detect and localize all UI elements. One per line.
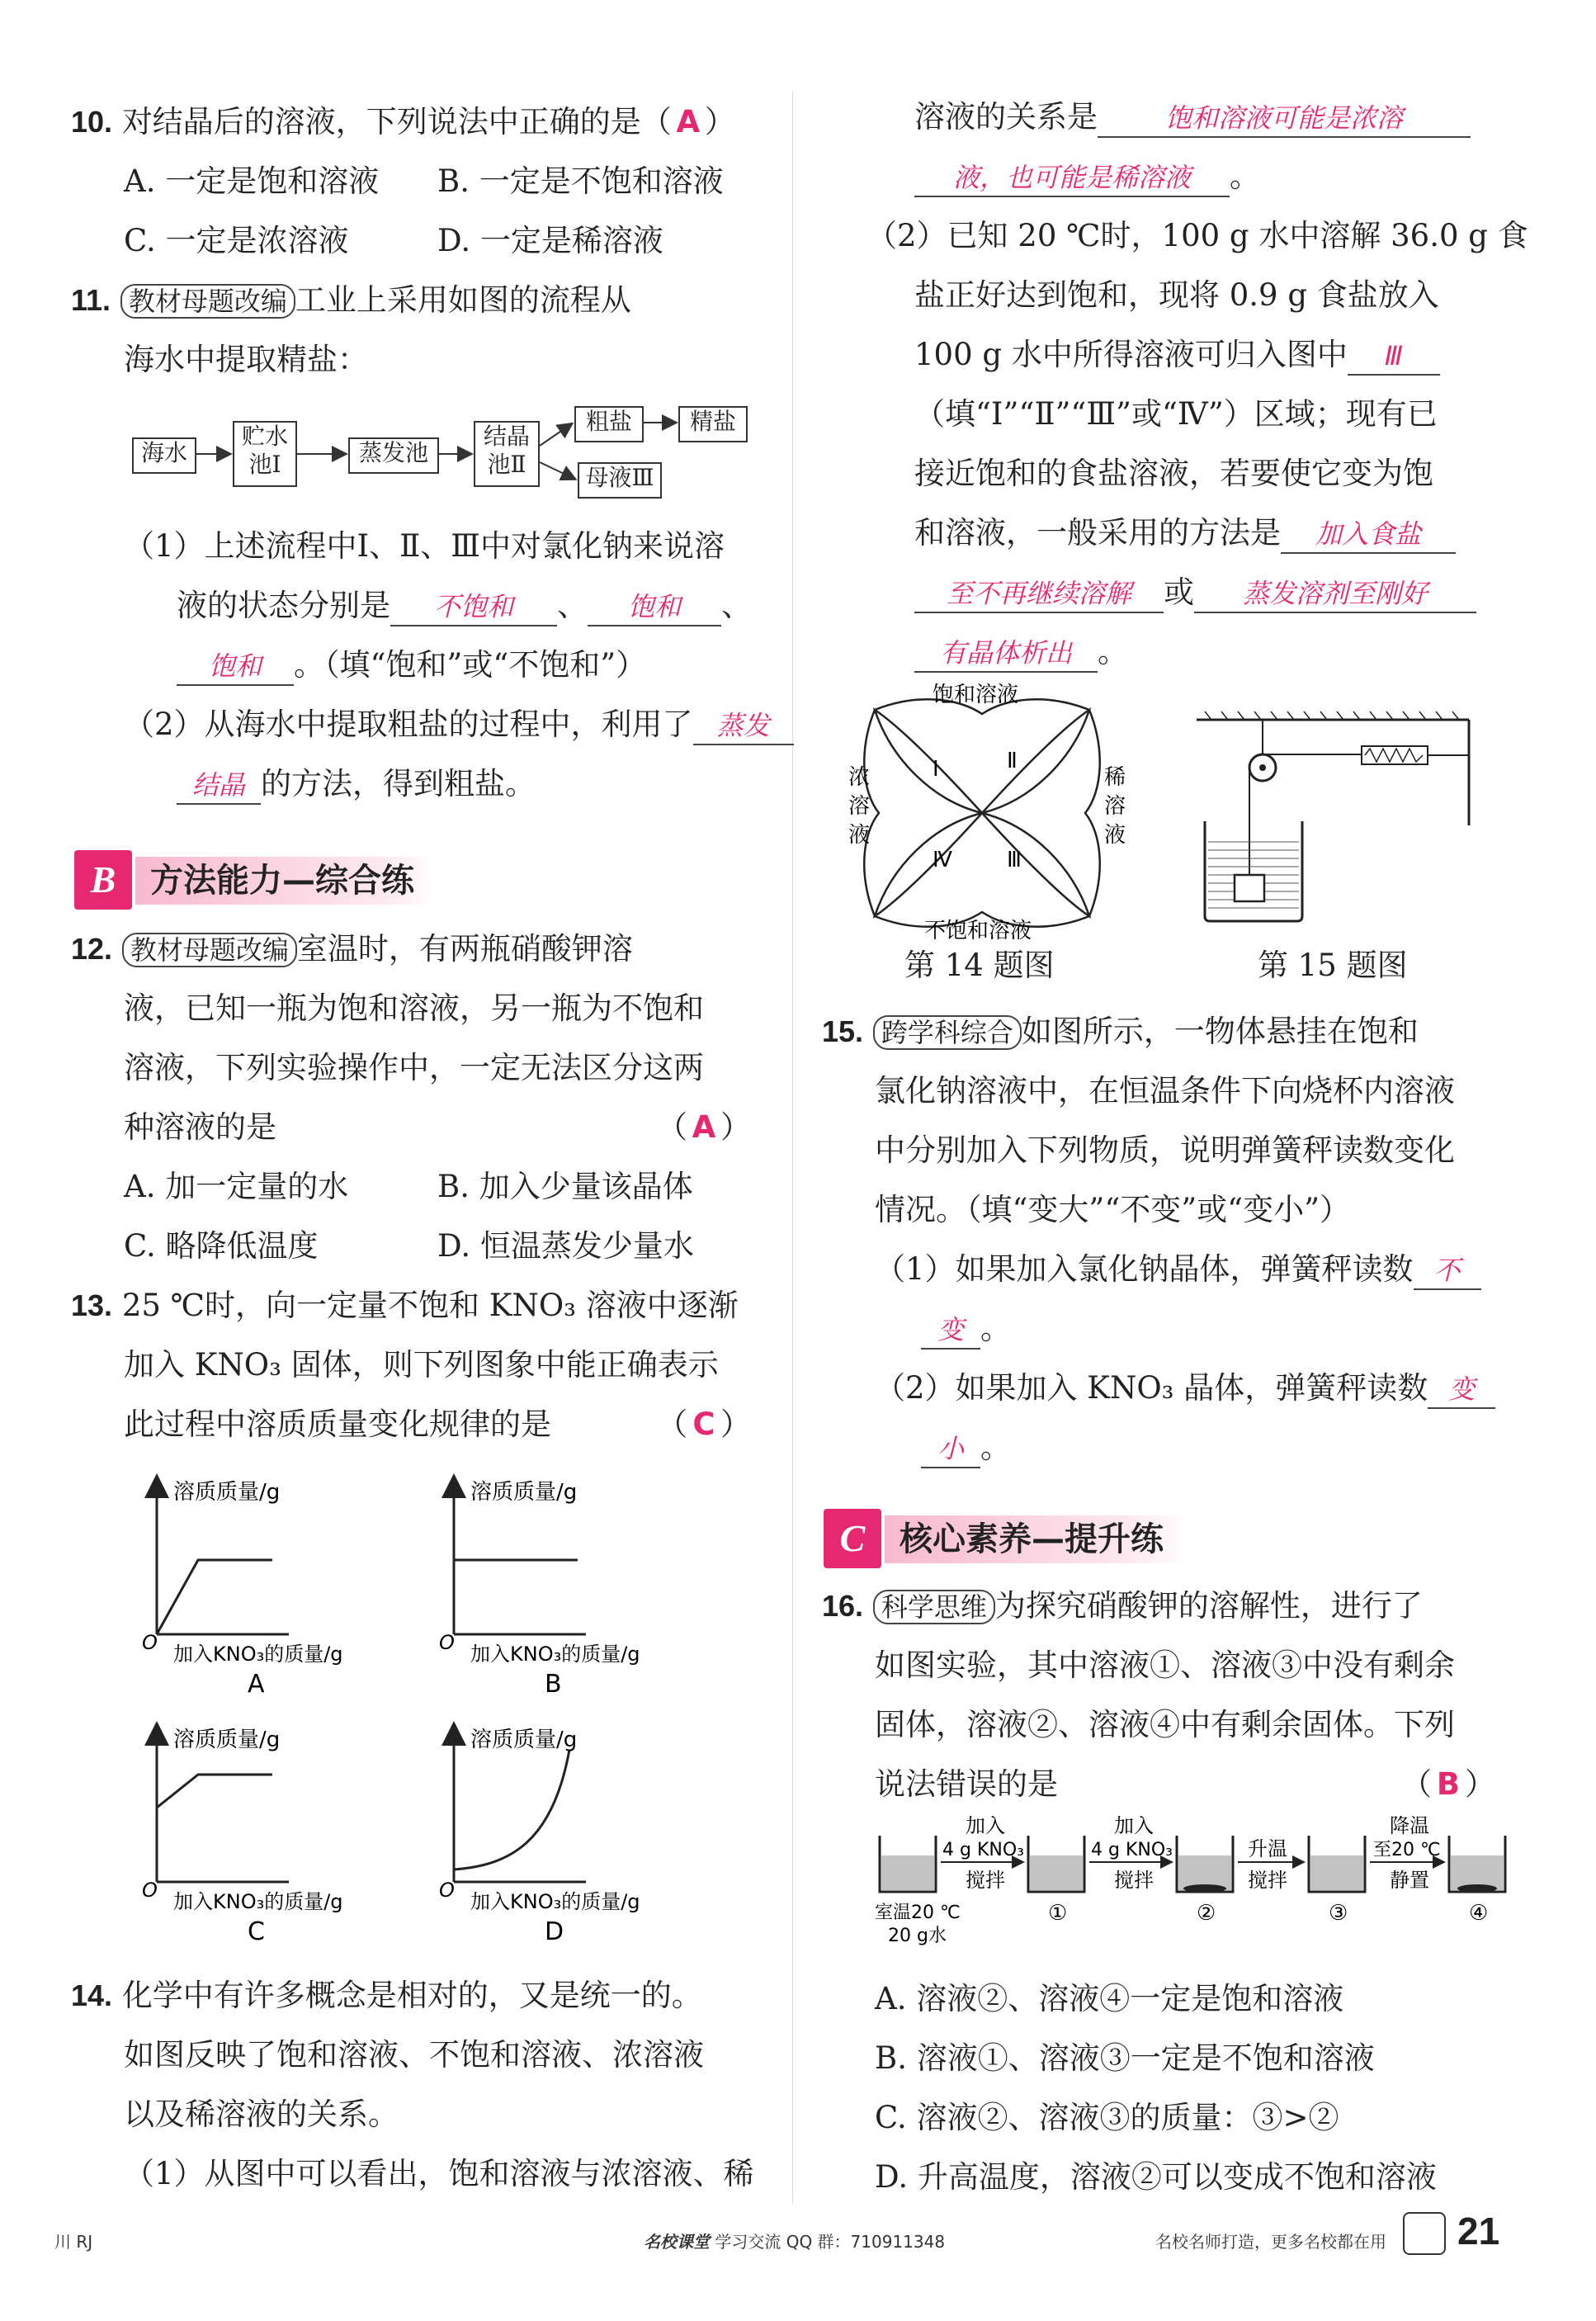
experiment-label: 搅拌 (966, 1869, 1005, 1892)
q15-fill-2b[interactable]: 小 (921, 1430, 980, 1468)
q15-p1 (875, 1251, 1481, 1290)
diagram-region-label: Ⅱ (1007, 749, 1018, 773)
q12-l4-text: 种溶液的是 (124, 1109, 276, 1145)
or-text: 或 (1164, 574, 1194, 610)
q14-r7 (914, 515, 1456, 554)
footer-edition: 川 RJ (54, 2232, 93, 2252)
flow-seawater: 海水 (132, 437, 196, 474)
q16-answer: B (1436, 1766, 1461, 1802)
q11-fill-1[interactable]: 不饱和 (390, 589, 557, 626)
q15-tag (873, 1015, 1022, 1050)
question-number: 13. (71, 1288, 113, 1322)
q15-l4: 情况。（填“变大”“不变”或“变小”） (875, 1192, 1350, 1227)
q10-option-b: B. 一定是不饱和溶液 (437, 163, 724, 199)
q14-fill-1b[interactable]: 液，也可能是稀溶液 (914, 159, 1230, 197)
q16-l4: 说法错误的是 (875, 1766, 1058, 1802)
diagram-left-label: 浓 (848, 765, 871, 790)
flow-pool1-a: 贮水 (241, 423, 288, 450)
q11-p1-b (177, 588, 752, 626)
sep: 、 (557, 588, 588, 623)
q12-option-b: B. 加入少量该晶体 (437, 1169, 693, 1204)
q11-fill-2[interactable]: 饱和 (588, 589, 721, 626)
diagram-right-label: 溶 (1104, 794, 1126, 819)
q16-l1: 为探究硝酸钾的溶解性，进行了 (994, 1588, 1423, 1624)
q12-option-a: A. 加一定量的水 (124, 1169, 349, 1204)
q15-p1-text: （1）如果加入氯化钠晶体，弹簧秤读数 (875, 1251, 1414, 1287)
experiment-label: 搅拌 (1248, 1869, 1287, 1892)
experiment-label: 降温 (1390, 1816, 1429, 1837)
q14-r8 (914, 574, 1476, 613)
q15-p2-text: （2）如果加入 KNO₃ 晶体，弹簧秤读数 (875, 1370, 1428, 1406)
q13-l2: 加入 KNO₃ 固体，则下列图象中能正确表示 (124, 1347, 719, 1383)
q14-fill-2[interactable]: Ⅲ (1348, 338, 1440, 376)
paren-close: ） (704, 104, 735, 139)
graph-option-label: A (248, 1670, 265, 1699)
q15-fill-1a[interactable]: 不 (1414, 1252, 1481, 1290)
y-axis-label: 溶质质量/g (470, 1728, 578, 1752)
q14-r4-text: 100 g 水中所得溶液可归入图中 (914, 337, 1348, 372)
section-letter: B (74, 850, 132, 910)
q15-p2b (921, 1430, 1011, 1468)
flow-arrows (0, 0, 792, 528)
q11-p2-b (177, 766, 536, 805)
q13-stem (71, 1288, 739, 1324)
x-axis-label: 加入KNO₃的质量/g (470, 1643, 640, 1666)
fig14-caption: 第 14 题图 (904, 948, 1055, 983)
q16-experiment-diagram (875, 1816, 1518, 1948)
origin-label: O (142, 1879, 158, 1902)
experiment-label: 20 g水 (888, 1926, 947, 1946)
experiment-label: 4 g KNO₃ (1091, 1840, 1173, 1860)
q13-l1: 25 ℃时，向一定量不饱和 KNO₃ 溶液中逐渐 (121, 1288, 739, 1323)
q16-l2: 如图实验，其中溶液①、溶液③中没有剩余 (875, 1647, 1455, 1683)
period: 。 (1230, 158, 1260, 194)
q11-fill-3[interactable]: 饱和 (177, 648, 294, 686)
experiment-label: ④ (1469, 1901, 1489, 1926)
graph-d (439, 1728, 640, 1946)
origin-label: O (142, 1631, 158, 1654)
q11-p1-c (177, 647, 646, 686)
q11-p2-b-text: 的方法，得到粗盐。 (261, 766, 536, 801)
tag-label: 教材母题改编 (130, 934, 289, 966)
experiment-label: ② (1197, 1901, 1216, 1926)
flow-cryst-b: 池Ⅱ (487, 451, 526, 478)
q16-stem (822, 1588, 1423, 1624)
q14-fill-4a[interactable]: 蒸发溶剂至刚好 (1194, 575, 1476, 613)
q14-l1: 化学中有许多概念是相对的，又是统一的。 (121, 1978, 702, 2013)
graph-option-label: C (248, 1917, 265, 1946)
q13-graphs (124, 1469, 718, 1981)
tag-label: 跨学科综合 (881, 1017, 1013, 1048)
q12-l2: 液，已知一瓶为饱和溶液，另一瓶为不饱和 (124, 990, 704, 1026)
q13-answer-paren: （ C ） (657, 1406, 751, 1442)
page-number: 21 (1457, 2210, 1500, 2252)
q14-fill-3b[interactable]: 至不再继续溶解 (914, 575, 1164, 613)
q15-fill-1b[interactable]: 变 (921, 1312, 980, 1350)
q16-option-a: A. 溶液②、溶液④一定是饱和溶液 (875, 1981, 1344, 2016)
graph-a (142, 1480, 343, 1699)
q14-r1-text: 溶液的关系是 (914, 99, 1098, 135)
q15-stem (822, 1014, 1419, 1050)
q15-fill-2a[interactable]: 变 (1428, 1371, 1495, 1409)
column-divider (792, 91, 793, 2204)
diagram-region-label: Ⅳ (933, 848, 952, 872)
x-axis-label: 加入KNO₃的质量/g (173, 1890, 343, 1913)
section-c-header (824, 1509, 1286, 1568)
question-number: 12. (71, 932, 113, 966)
q14-stem (71, 1978, 702, 2014)
q12-stem (71, 931, 633, 967)
origin-label: O (439, 1879, 455, 1902)
flow-evaporation-pool: 蒸发池 (348, 437, 439, 474)
experiment-label: ① (1048, 1901, 1068, 1926)
diagram-bottom-label: 不饱和溶液 (924, 919, 1032, 941)
experiment-label: 4 g KNO₃ (942, 1840, 1024, 1860)
section-letter: C (824, 1509, 881, 1568)
q12-answer: A (692, 1109, 716, 1145)
period: 。 (980, 1430, 1011, 1465)
diagram-top-label: 饱和溶液 (933, 683, 1019, 707)
q14-r6: 接近饱和的食盐溶液，若要使它变为饱 (914, 456, 1433, 491)
q11-text2: 海水中提取精盐： (124, 342, 368, 377)
q15-l1: 如图所示，一物体悬挂在饱和 (1021, 1014, 1419, 1049)
q11-p1-a: （1）上述流程中Ⅰ、Ⅱ、Ⅲ中对氯化钠来说溶 (124, 528, 725, 564)
y-axis-label: 溶质质量/g (173, 1480, 281, 1505)
period: 。 (1098, 634, 1128, 669)
q14-r3: 盐正好达到饱和，现将 0.9 g 食盐放入 (914, 277, 1439, 313)
q11-text1: 工业上采用如图的流程从 (295, 282, 631, 318)
sep: 、 (721, 588, 752, 623)
footer-brand: 名校课堂 (644, 2232, 710, 2252)
flow-crude-salt: 粗盐 (574, 406, 644, 442)
q11-p2-a: （2）从海水中提取粗盐的过程中，利用了 (124, 707, 693, 742)
x-axis-label: 加入KNO₃的质量/g (470, 1890, 640, 1913)
q12-option-d: D. 恒温蒸发少量水 (437, 1228, 694, 1264)
q16-l3: 固体，溶液②、溶液④中有剩余固体。下列 (875, 1707, 1455, 1742)
footer-qq (644, 2229, 945, 2252)
q12-l3: 溶液，下列实验操作中，一定无法区分这两 (124, 1050, 704, 1085)
y-axis-label: 溶质质量/g (470, 1480, 578, 1505)
graph-option-label: D (545, 1917, 564, 1946)
q10-option-a: A. 一定是饱和溶液 (124, 163, 380, 199)
question-number: 10. (71, 105, 113, 139)
experiment-label: 加入 (966, 1816, 1005, 1837)
flow-mother-liquor: 母液Ⅲ (578, 462, 662, 499)
experiment-label: 升温 (1248, 1837, 1287, 1860)
q14-r1 (914, 99, 1471, 138)
q11-p2 (124, 707, 794, 745)
experiment-label: ③ (1329, 1901, 1348, 1926)
flow-cryst-a: 结晶 (483, 423, 530, 450)
q15-l3: 中分别加入下列物质，说明弹簧秤读数变化 (875, 1132, 1455, 1168)
diagram-left-label: 溶 (848, 794, 871, 819)
diagram-right-label: 稀 (1104, 765, 1126, 790)
experiment-label: 静置 (1390, 1869, 1429, 1892)
q12-l1: 室温时，有两瓶硝酸钾溶 (296, 931, 633, 967)
graph-option-label: B (545, 1670, 562, 1699)
q12-l4 (124, 1109, 276, 1146)
q16-option-d: D. 升高温度，溶液②可以变成不饱和溶液 (875, 2159, 1437, 2195)
flow-fine-salt: 精盐 (678, 406, 748, 442)
footer-slogan: 名校名师打造，更多名校都在用 (1155, 2232, 1386, 2252)
q15-diagram (1188, 710, 1485, 924)
diagram-region-label: Ⅰ (933, 757, 939, 782)
question-number: 11. (71, 283, 111, 317)
q14-r5: （填“Ⅰ”“Ⅱ”“Ⅲ”或“Ⅳ”）区域；现有已 (914, 396, 1438, 432)
section-title: 核心素养—提升练 (885, 1515, 1188, 1563)
tag-label: 科学思维 (881, 1591, 987, 1623)
q16-option-b: B. 溶液①、溶液③一定是不饱和溶液 (875, 2040, 1375, 2076)
q14-l2: 如图反映了饱和溶液、不饱和溶液、浓溶液 (124, 2037, 704, 2073)
q10-option-d: D. 一定是稀溶液 (437, 223, 663, 258)
question-number: 14. (71, 1978, 113, 2012)
tag-label: 教材母题改编 (128, 286, 287, 317)
q14-l3: 以及稀溶液的关系。 (124, 2096, 399, 2132)
flow-pool1-b: 池Ⅰ (248, 451, 281, 478)
q14-l4: （1）从图中可以看出，饱和溶液与浓溶液、稀 (124, 2156, 754, 2191)
graph-b (439, 1480, 640, 1699)
q16-answer-paren: （ B ） (1401, 1766, 1495, 1802)
section-title: 方法能力—综合练 (135, 857, 439, 905)
origin-label: O (439, 1631, 455, 1654)
q12-tag (122, 933, 297, 967)
q14-diagram (842, 677, 1155, 941)
diagram-right-label: 液 (1104, 823, 1126, 848)
q15-l2: 氯化钠溶液中，在恒温条件下向烧杯内溶液 (875, 1073, 1455, 1109)
q11-fill-4b[interactable]: 结晶 (177, 767, 261, 805)
q14-fill-3a[interactable]: 加入食盐 (1281, 516, 1456, 554)
fig15-caption: 第 15 题图 (1258, 948, 1408, 983)
q10-option-c: C. 一定是浓溶液 (124, 223, 349, 258)
q14-r4 (914, 337, 1440, 376)
q10-text: 对结晶后的溶液，下列说法中正确的是（ (121, 104, 672, 139)
y-axis-label: 溶质质量/g (173, 1728, 281, 1752)
q14-fill-4b[interactable]: 有晶体析出 (914, 635, 1098, 673)
period: 。 (980, 1311, 1011, 1346)
q14-r1b (914, 158, 1260, 197)
question-number: 16. (822, 1589, 864, 1623)
x-axis-label: 加入KNO₃的质量/g (173, 1643, 343, 1666)
q11-p1-b-text: 液的状态分别是 (177, 588, 390, 623)
q10-answer: A (676, 104, 701, 139)
q15-p2 (875, 1370, 1495, 1409)
section-b-header (74, 850, 545, 910)
q12-option-c: C. 略降低温度 (124, 1228, 319, 1264)
q16-option-c: C. 溶液②、溶液③的质量：③>② (875, 2100, 1339, 2135)
graph-c (142, 1728, 343, 1946)
q11-fill-4a[interactable]: 蒸发 (693, 707, 794, 745)
diagram-left-label: 液 (848, 823, 871, 848)
experiment-label: 搅拌 (1114, 1869, 1154, 1892)
footer-qq-text: 学习交流 QQ 群：710911348 (715, 2232, 946, 2252)
q11-p1-c-text: 。（填“饱和”或“不饱和”） (294, 647, 647, 683)
experiment-label: 加入 (1114, 1816, 1154, 1837)
diagram-region-label: Ⅲ (1007, 848, 1022, 872)
q13-answer: C (692, 1406, 715, 1442)
q14-r2: （2）已知 20 ℃时，100 g 水中溶解 36.0 g 食 (866, 218, 1528, 253)
q13-l3: 此过程中溶质质量变化规律的是 (124, 1406, 551, 1442)
q15-p1b (921, 1311, 1011, 1350)
experiment-label: 室温20 ℃ (875, 1903, 961, 1923)
q14-fill-1a[interactable]: 饱和溶液可能是浓溶 (1098, 100, 1471, 138)
q12-answer-paren: （ A ） (657, 1109, 751, 1145)
question-number: 15. (822, 1014, 864, 1048)
q16-tag (873, 1590, 995, 1624)
q14-r9 (914, 634, 1128, 673)
q14-r7-text: 和溶液，一般采用的方法是 (914, 515, 1281, 551)
experiment-label: 至20 ℃ (1373, 1840, 1441, 1860)
brand-logo-icon (1403, 2212, 1446, 2255)
